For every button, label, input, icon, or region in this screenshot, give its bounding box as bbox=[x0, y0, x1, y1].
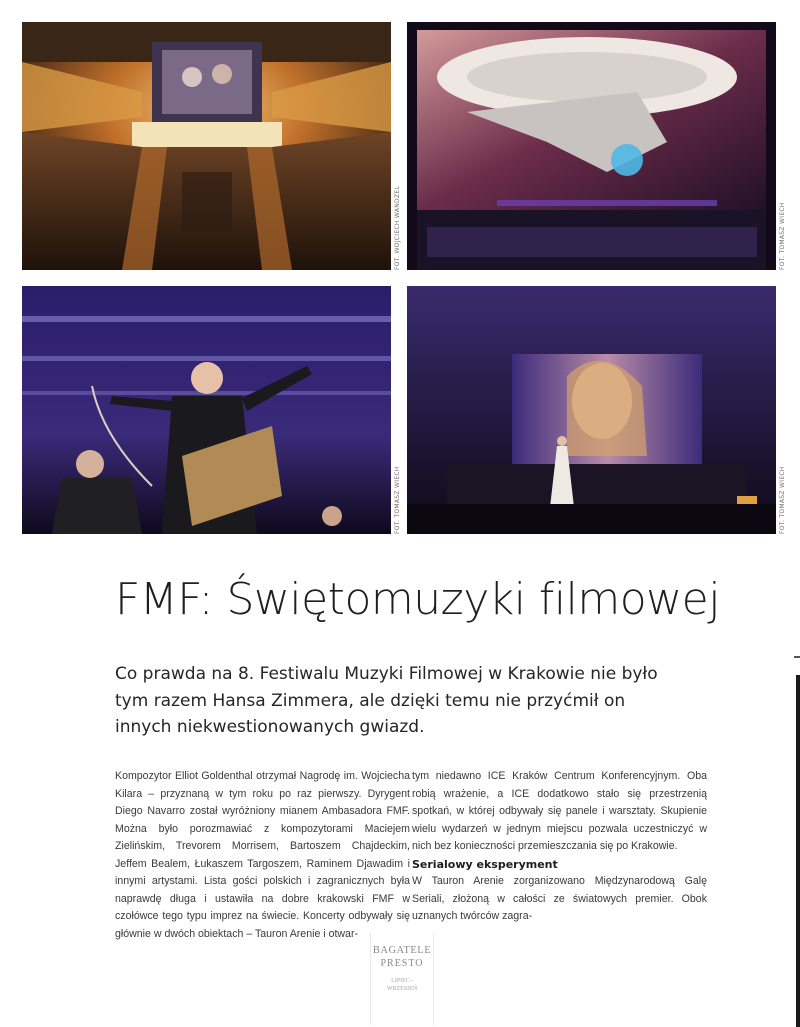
logo-month-start: LIPIEC– bbox=[391, 978, 413, 984]
article-title: FMF: Świętomuzyki filmowej bbox=[115, 574, 720, 625]
folk-musician-image bbox=[22, 286, 391, 534]
starship-orchestra-image bbox=[407, 22, 776, 270]
article-column-1 bbox=[115, 768, 410, 943]
singer-stage-image bbox=[407, 286, 776, 534]
article-lead: Co prawda na 8. Festiwalu Muzyki Filmowej w Krakowie nie było tym razem Hansa Zimmera, ale dzięki temu nie przyćmił on innych niekwestionowanych gwiazd. bbox=[115, 664, 658, 737]
singer-stage-photo bbox=[407, 286, 776, 534]
arena-concert-photo bbox=[22, 22, 391, 270]
photo-credit-3: FOT. TOMASZ WIECH bbox=[394, 466, 401, 534]
page-edge-tick bbox=[794, 656, 800, 658]
logo-month-end: WRZESIEŃ bbox=[386, 986, 418, 992]
page-edge-bar bbox=[796, 675, 800, 1027]
logo-line-1: BAGATELE bbox=[372, 945, 432, 956]
photo-credit-4: FOT. TOMASZ WIECH bbox=[779, 466, 786, 534]
column-2-text: tym niedawno ICE Kraków Centrum Konferencyjnym. Oba robią wrażenie, a ICE dodatkowo stało się przestrzenią spotkań, w której odbywały się panele i warsztaty. Skupienie wielu wydarzeń w jednym miejscu pozwala uczestniczyć w nich bez konieczności przemieszczania się po Krakowie. bbox=[412, 770, 707, 852]
folk-musician-photo bbox=[22, 286, 391, 534]
magazine-logo bbox=[370, 933, 434, 1025]
subheading: Serialowy eksperyment bbox=[412, 857, 558, 871]
arena-concert-image bbox=[22, 22, 391, 270]
logo-line-2: PRESTO bbox=[380, 958, 424, 969]
article-column-2 bbox=[412, 768, 707, 926]
logo-line-3 bbox=[371, 977, 433, 993]
column-2b-text: W Tauron Arenie zorganizowano Międzynarodową Galę Seriali, złożoną w całości ze światowych premier. Obok uznanych twórców zagra- bbox=[412, 875, 707, 922]
column-1-text: Kompozytor Elliot Goldenthal otrzymał Nagrodę im. Wojciecha Kilara – przyznaną w tym roku po raz pierwszy. Dyrygent Diego Navarro został wyróżniony mianem Ambasadora FMF. Można było porozmawiać z kompozytorami Maciejem Zielińskim, Trevorem Morrisem, Bartoszem Chajdeckim, Jeffem Bealem, Łukaszem Targoszem, Raminem Djawadim i innymi artystami. Lista gości polskich i zagranicznych była naprawdę długa i ustawiła na dobre krakowski FMF w czołówce tego typu imprez na świecie. Koncerty odbywały się głównie w dwóch obiektach – Tauron Arenie i otwar- bbox=[115, 770, 410, 940]
starship-orchestra-photo bbox=[407, 22, 776, 270]
photo-credit-2: FOT. TOMASZ WIECH bbox=[779, 202, 786, 270]
photo-credit-1: FOT. WOJCIECH WANDZEL bbox=[394, 185, 401, 270]
